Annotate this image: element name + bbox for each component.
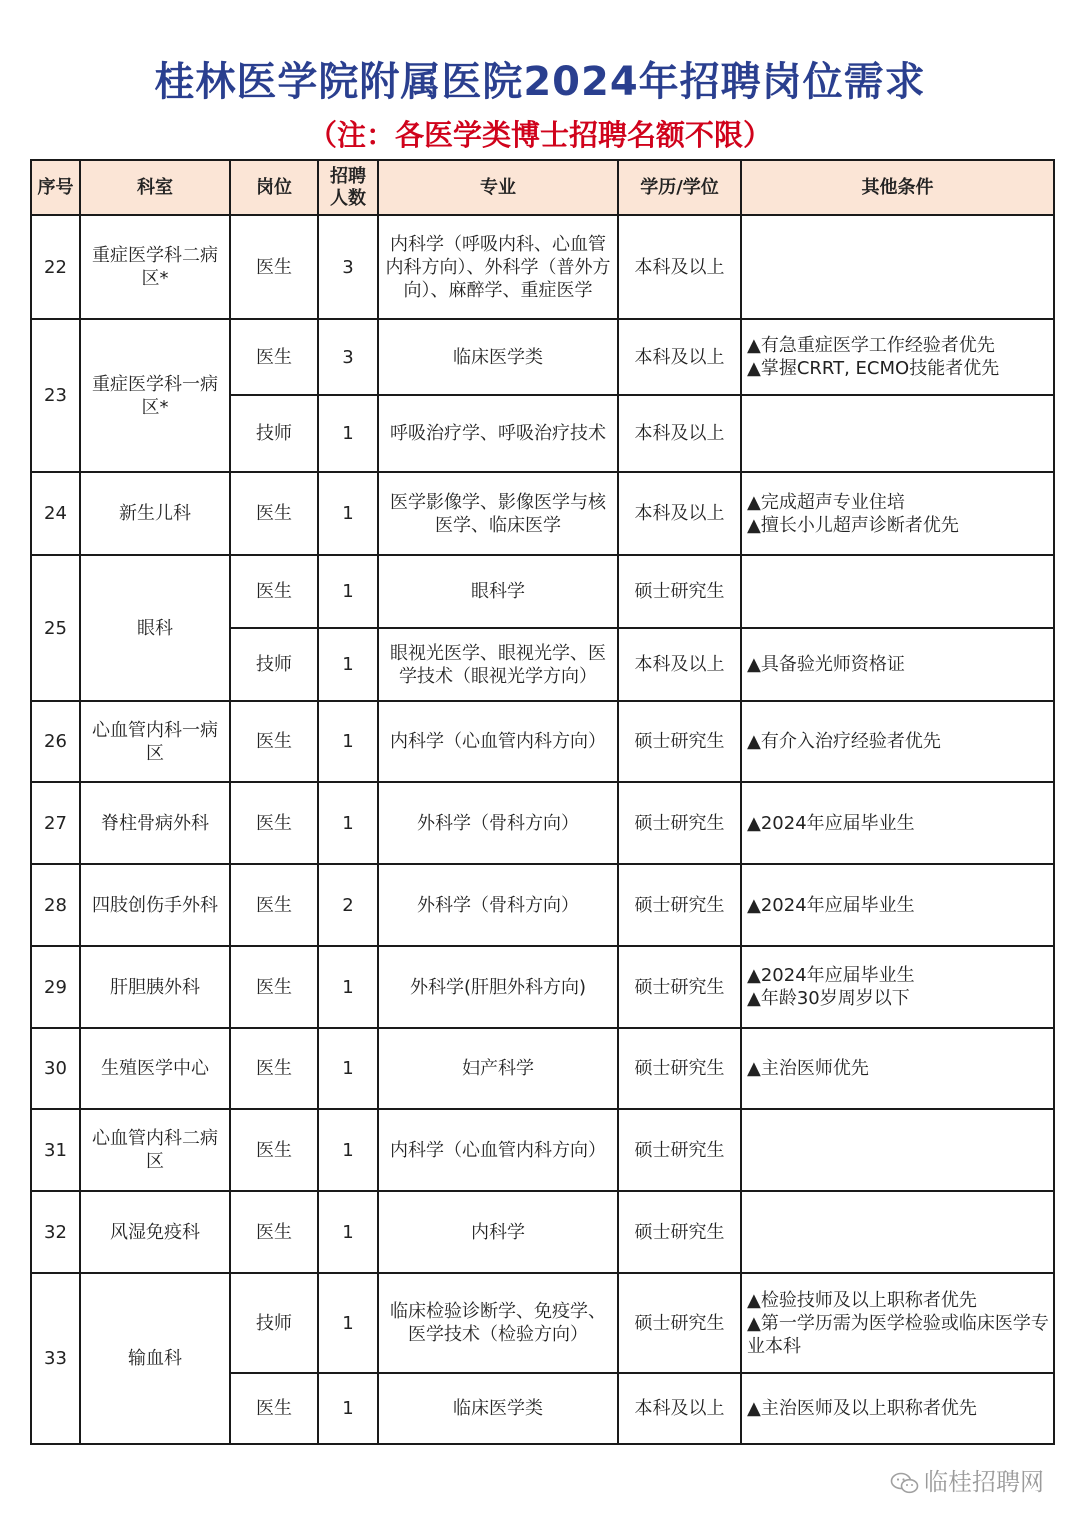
cell-major: 内科学（呼吸内科、心血管内科方向）、外科学（普外方向）、麻醉学、重症医学 (378, 215, 618, 319)
cell-count: 1 (318, 782, 378, 864)
cell-no: 30 (31, 1028, 80, 1109)
cell-post: 医生 (230, 1373, 318, 1444)
cell-major: 外科学（骨科方向） (378, 782, 618, 864)
cell-no: 27 (31, 782, 80, 864)
cell-other: ▲2024年应届毕业生 ▲年龄30岁周岁以下 (741, 946, 1054, 1028)
cell-edu: 本科及以上 (618, 319, 741, 395)
cell-dept: 肝胆胰外科 (80, 946, 230, 1028)
cell-dept: 新生儿科 (80, 472, 230, 555)
cell-edu: 本科及以上 (618, 628, 741, 701)
cell-other: ▲主治医师及以上职称者优先 (741, 1373, 1054, 1444)
page-subtitle: （注：各医学类博士招聘名额不限） (307, 118, 772, 152)
cell-post: 医生 (230, 782, 318, 864)
page-title: 桂林医学院附属医院2024年招聘岗位需求 (154, 59, 926, 105)
table-row (31, 472, 1054, 555)
cell-major: 临床检验诊断学、免疫学、医学技术（检验方向） (378, 1273, 618, 1373)
cell-other: ▲2024年应届毕业生 (741, 864, 1054, 946)
cell-other (741, 1109, 1054, 1191)
cell-dept: 重症医学科二病区* (80, 215, 230, 319)
table-body (31, 215, 1054, 1444)
table-row (31, 1191, 1054, 1273)
cell-count: 1 (318, 472, 378, 555)
cell-no: 23 (31, 319, 80, 472)
cell-major: 临床医学类 (378, 1373, 618, 1444)
table-row (31, 1273, 1054, 1373)
cell-post: 医生 (230, 555, 318, 628)
table-header-row (31, 160, 1054, 215)
cell-count: 2 (318, 864, 378, 946)
cell-post: 医生 (230, 1028, 318, 1109)
header-count: 招聘人数 (318, 160, 378, 215)
cell-other: ▲具备验光师资格证 (741, 628, 1054, 701)
cell-other: ▲有急重症医学工作经验者优先 ▲掌握CRRT, ECMO技能者优先 (741, 319, 1054, 395)
header-no: 序号 (31, 160, 80, 215)
cell-count: 3 (318, 215, 378, 319)
cell-edu: 硕士研究生 (618, 1273, 741, 1373)
cell-major: 内科学（心血管内科方向） (378, 701, 618, 782)
cell-post: 医生 (230, 472, 318, 555)
cell-edu: 硕士研究生 (618, 555, 741, 628)
cell-dept: 心血管内科一病区 (80, 701, 230, 782)
cell-major: 眼视光医学、眼视光学、医学技术（眼视光学方向） (378, 628, 618, 701)
table-row (31, 215, 1054, 319)
cell-edu: 硕士研究生 (618, 946, 741, 1028)
cell-post: 技师 (230, 628, 318, 701)
cell-other (741, 1191, 1054, 1273)
cell-other: ▲有介入治疗经验者优先 (741, 701, 1054, 782)
cell-major: 临床医学类 (378, 319, 618, 395)
header-dept: 科室 (80, 160, 230, 215)
cell-dept: 风湿免疫科 (80, 1191, 230, 1273)
header-post: 岗位 (230, 160, 318, 215)
cell-post: 医生 (230, 946, 318, 1028)
cell-dept: 生殖医学中心 (80, 1028, 230, 1109)
header-major: 专业 (378, 160, 618, 215)
cell-count: 1 (318, 1273, 378, 1373)
cell-other: ▲完成超声专业住培 ▲擅长小儿超声诊断者优先 (741, 472, 1054, 555)
cell-major: 内科学 (378, 1191, 618, 1273)
cell-count: 1 (318, 946, 378, 1028)
cell-dept: 脊柱骨病外科 (80, 782, 230, 864)
table-row (31, 946, 1054, 1028)
table-row (31, 555, 1054, 628)
cell-other (741, 215, 1054, 319)
cell-edu: 本科及以上 (618, 395, 741, 472)
cell-major: 外科学（骨科方向） (378, 864, 618, 946)
table-row (31, 1109, 1054, 1191)
cell-edu: 硕士研究生 (618, 1028, 741, 1109)
cell-dept: 心血管内科二病区 (80, 1109, 230, 1191)
cell-post: 技师 (230, 1273, 318, 1373)
cell-edu: 硕士研究生 (618, 782, 741, 864)
cell-no: 32 (31, 1191, 80, 1273)
cell-count: 3 (318, 319, 378, 395)
table-row (31, 319, 1054, 395)
cell-count: 1 (318, 1191, 378, 1273)
cell-edu: 本科及以上 (618, 1373, 741, 1444)
cell-dept: 重症医学科一病区* (80, 319, 230, 472)
header-other: 其他条件 (741, 160, 1054, 215)
cell-other (741, 555, 1054, 628)
table-row (31, 701, 1054, 782)
header-edu: 学历/学位 (618, 160, 741, 215)
cell-other (741, 395, 1054, 472)
cell-no: 22 (31, 215, 80, 319)
cell-post: 技师 (230, 395, 318, 472)
cell-count: 1 (318, 1028, 378, 1109)
cell-post: 医生 (230, 319, 318, 395)
cell-post: 医生 (230, 215, 318, 319)
cell-no: 29 (31, 946, 80, 1028)
cell-other: ▲主治医师优先 (741, 1028, 1054, 1109)
cell-no: 25 (31, 555, 80, 701)
cell-edu: 硕士研究生 (618, 1109, 741, 1191)
cell-major: 眼科学 (378, 555, 618, 628)
cell-other: ▲2024年应届毕业生 (741, 782, 1054, 864)
cell-count: 1 (318, 1109, 378, 1191)
cell-no: 31 (31, 1109, 80, 1191)
cell-major: 外科学(肝胆外科方向) (378, 946, 618, 1028)
cell-major: 呼吸治疗学、呼吸治疗技术 (378, 395, 618, 472)
cell-count: 1 (318, 555, 378, 628)
cell-no: 28 (31, 864, 80, 946)
cell-edu: 本科及以上 (618, 215, 741, 319)
cell-no: 26 (31, 701, 80, 782)
cell-post: 医生 (230, 864, 318, 946)
table-row (31, 1028, 1054, 1109)
cell-dept: 四肢创伤手外科 (80, 864, 230, 946)
cell-edu: 硕士研究生 (618, 864, 741, 946)
wechat-icon (890, 1472, 920, 1494)
cell-major: 妇产科学 (378, 1028, 618, 1109)
cell-count: 1 (318, 701, 378, 782)
cell-post: 医生 (230, 701, 318, 782)
cell-post: 医生 (230, 1191, 318, 1273)
watermark-text: 临桂招聘网 (924, 1468, 1044, 1496)
table-row (31, 864, 1054, 946)
cell-count: 1 (318, 628, 378, 701)
cell-other: ▲检验技师及以上职称者优先 ▲第一学历需为医学检验或临床医学专业本科 (741, 1273, 1054, 1373)
cell-dept: 眼科 (80, 555, 230, 701)
cell-no: 24 (31, 472, 80, 555)
cell-major: 内科学（心血管内科方向） (378, 1109, 618, 1191)
cell-dept: 输血科 (80, 1273, 230, 1444)
table-row (31, 782, 1054, 864)
cell-edu: 本科及以上 (618, 472, 741, 555)
cell-post: 医生 (230, 1109, 318, 1191)
cell-count: 1 (318, 1373, 378, 1444)
watermark (890, 1462, 1044, 1497)
cell-count: 1 (318, 395, 378, 472)
cell-no: 33 (31, 1273, 80, 1444)
cell-edu: 硕士研究生 (618, 701, 741, 782)
recruitment-table (30, 159, 1055, 1445)
cell-edu: 硕士研究生 (618, 1191, 741, 1273)
cell-major: 医学影像学、影像医学与核医学、临床医学 (378, 472, 618, 555)
